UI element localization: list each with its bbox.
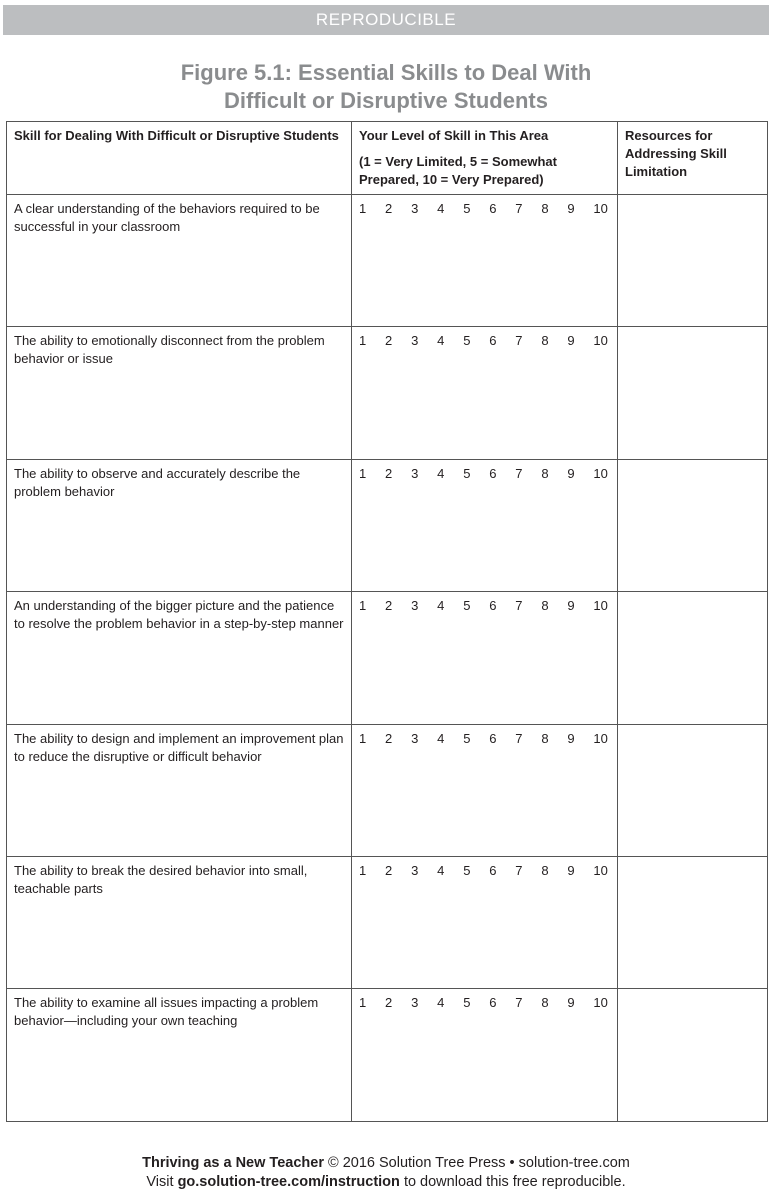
- rating-option[interactable]: 9: [567, 201, 575, 216]
- table-row: [7, 856, 768, 988]
- footer: [0, 1154, 772, 1192]
- rating-option[interactable]: 6: [489, 730, 497, 746]
- rating-option[interactable]: 8: [541, 598, 549, 614]
- rating-option[interactable]: 4: [437, 201, 445, 216]
- rating-option[interactable]: 7: [515, 333, 523, 349]
- rating-option[interactable]: 7: [515, 995, 523, 1011]
- rating-option[interactable]: 10: [593, 333, 608, 349]
- resources-cell[interactable]: [618, 856, 768, 988]
- rating-option[interactable]: 10: [593, 465, 608, 481]
- rating-scale: [359, 332, 610, 350]
- level-cell: [352, 459, 618, 591]
- rating-option[interactable]: 1: [359, 598, 367, 614]
- rating-scale: [359, 465, 610, 483]
- rating-option[interactable]: 7: [515, 465, 523, 481]
- rating-scale: [359, 730, 610, 748]
- rating-option[interactable]: 1: [359, 201, 367, 216]
- rating-option[interactable]: 5: [463, 730, 471, 746]
- rating-option[interactable]: 2: [385, 862, 393, 878]
- table-row: [7, 724, 768, 856]
- table-row: [7, 459, 768, 591]
- footer-copyright: © 2016 Solution Tree Press • solution-tree.com: [328, 1155, 630, 1171]
- rating-option[interactable]: 3: [411, 862, 419, 878]
- rating-option[interactable]: 3: [411, 333, 419, 349]
- resources-cell[interactable]: [618, 195, 768, 327]
- level-cell: [352, 327, 618, 459]
- footer-line-1: [0, 1154, 772, 1173]
- header-resources: Resources for Addressing Skill Limitation: [618, 122, 768, 195]
- rating-option[interactable]: 4: [437, 465, 445, 481]
- footer-download-text: to download this free reproducible.: [403, 1174, 626, 1190]
- skill-cell: The ability to examine all issues impacting a problem behavior—including your own teaching: [7, 989, 352, 1121]
- table-header-row: [7, 122, 768, 195]
- rating-option[interactable]: 10: [593, 598, 608, 614]
- rating-option[interactable]: 2: [385, 201, 393, 216]
- level-cell: [352, 195, 618, 327]
- figure-title: [0, 59, 772, 115]
- reproducible-banner: REPRODUCIBLE: [3, 5, 769, 35]
- skill-cell: The ability to emotionally disconnect from the problem behavior or issue: [7, 327, 352, 459]
- rating-option[interactable]: 8: [541, 333, 549, 349]
- rating-option[interactable]: 4: [437, 598, 445, 614]
- skill-cell: An understanding of the bigger picture and the patience to resolve the problem behavior in a step-by-step manner: [7, 592, 352, 724]
- rating-option[interactable]: 6: [489, 333, 497, 349]
- rating-option[interactable]: 6: [489, 465, 497, 481]
- rating-option[interactable]: 1: [359, 995, 367, 1011]
- footer-url[interactable]: go.solution-tree.com/instruction: [177, 1174, 400, 1190]
- rating-scale: [359, 862, 610, 880]
- resources-cell[interactable]: [618, 989, 768, 1121]
- rating-option[interactable]: 7: [515, 598, 523, 614]
- figure-title-line-1: Figure 5.1: Essential Skills to Deal With: [180, 60, 592, 85]
- rating-option[interactable]: 8: [541, 862, 549, 878]
- table-row: [7, 327, 768, 459]
- skill-cell: The ability to design and implement an improvement plan to reduce the disruptive or difficult behavior: [7, 724, 352, 856]
- rating-option[interactable]: 3: [411, 465, 419, 481]
- rating-option[interactable]: 4: [437, 862, 445, 878]
- rating-option[interactable]: 1: [359, 333, 367, 349]
- table-row: [7, 195, 768, 327]
- level-cell: [352, 856, 618, 988]
- rating-option[interactable]: 1: [359, 862, 367, 878]
- skills-table: [6, 121, 768, 1122]
- rating-option[interactable]: 3: [411, 730, 419, 746]
- rating-option[interactable]: 7: [515, 201, 523, 216]
- rating-option[interactable]: 5: [463, 201, 471, 216]
- resources-cell[interactable]: [618, 327, 768, 459]
- rating-option[interactable]: 6: [489, 598, 497, 614]
- rating-option[interactable]: 5: [463, 333, 471, 349]
- footer-book-title: Thriving as a New Teacher: [142, 1155, 324, 1171]
- rating-option[interactable]: 10: [593, 862, 608, 878]
- rating-option[interactable]: 10: [593, 995, 608, 1011]
- rating-option[interactable]: 2: [385, 598, 393, 614]
- rating-option[interactable]: 5: [463, 465, 471, 481]
- rating-option[interactable]: 1: [359, 465, 367, 481]
- header-level-title: Your Level of Skill in This Area: [359, 128, 549, 143]
- header-skill: Skill for Dealing With Difficult or Disruptive Students: [7, 122, 352, 195]
- rating-option[interactable]: 5: [463, 598, 471, 614]
- level-cell: [352, 592, 618, 724]
- footer-visit: Visit: [146, 1174, 174, 1190]
- rating-option[interactable]: 9: [567, 862, 575, 878]
- header-level-note: (1 = Very Limited, 5 = Somewhat Prepared, 10 = Very Prepared): [359, 154, 557, 187]
- rating-option[interactable]: 7: [515, 862, 523, 878]
- rating-option[interactable]: 5: [463, 995, 471, 1011]
- rating-option[interactable]: 4: [437, 333, 445, 349]
- rating-option[interactable]: 8: [541, 730, 549, 746]
- rating-option[interactable]: 2: [385, 333, 393, 349]
- rating-option[interactable]: 8: [541, 465, 549, 481]
- figure-title-line-2: Difficult or Disruptive Students: [224, 88, 548, 113]
- resources-cell[interactable]: [618, 459, 768, 591]
- resources-cell[interactable]: [618, 724, 768, 856]
- table-row: [7, 989, 768, 1121]
- rating-option[interactable]: 3: [411, 201, 419, 216]
- rating-option[interactable]: 5: [463, 862, 471, 878]
- rating-scale: [359, 994, 610, 1012]
- rating-option[interactable]: 8: [541, 201, 549, 216]
- rating-option[interactable]: 1: [359, 730, 367, 746]
- skill-cell: The ability to break the desired behavior into small, teachable parts: [7, 856, 352, 988]
- rating-option[interactable]: 7: [515, 730, 523, 746]
- rating-option[interactable]: 2: [385, 995, 393, 1011]
- footer-line-2: [0, 1173, 772, 1192]
- table-row: [7, 592, 768, 724]
- rating-option[interactable]: 10: [593, 201, 608, 216]
- rating-option[interactable]: 3: [411, 995, 419, 1011]
- rating-option[interactable]: 8: [541, 995, 549, 1011]
- rating-scale: [359, 597, 610, 615]
- rating-option[interactable]: 3: [411, 598, 419, 614]
- rating-option[interactable]: 6: [489, 862, 497, 878]
- rating-option[interactable]: 2: [385, 730, 393, 746]
- level-cell: [352, 724, 618, 856]
- rating-option[interactable]: 6: [489, 201, 497, 216]
- rating-option[interactable]: 4: [437, 995, 445, 1011]
- level-cell: [352, 989, 618, 1121]
- skill-cell: The ability to observe and accurately describe the problem behavior: [7, 459, 352, 591]
- rating-option[interactable]: 4: [437, 730, 445, 746]
- rating-option[interactable]: 10: [593, 730, 608, 746]
- rating-option[interactable]: 9: [567, 333, 575, 349]
- resources-cell[interactable]: [618, 592, 768, 724]
- rating-option[interactable]: 9: [567, 598, 575, 614]
- rating-option[interactable]: 6: [489, 995, 497, 1011]
- rating-option[interactable]: 9: [567, 995, 575, 1011]
- rating-scale: [359, 200, 610, 218]
- rating-option[interactable]: 9: [567, 730, 575, 746]
- rating-option[interactable]: 9: [567, 465, 575, 481]
- header-level: [352, 122, 618, 195]
- rating-option[interactable]: 2: [385, 465, 393, 481]
- skill-cell: A clear understanding of the behaviors required to be successful in your classroom: [7, 195, 352, 327]
